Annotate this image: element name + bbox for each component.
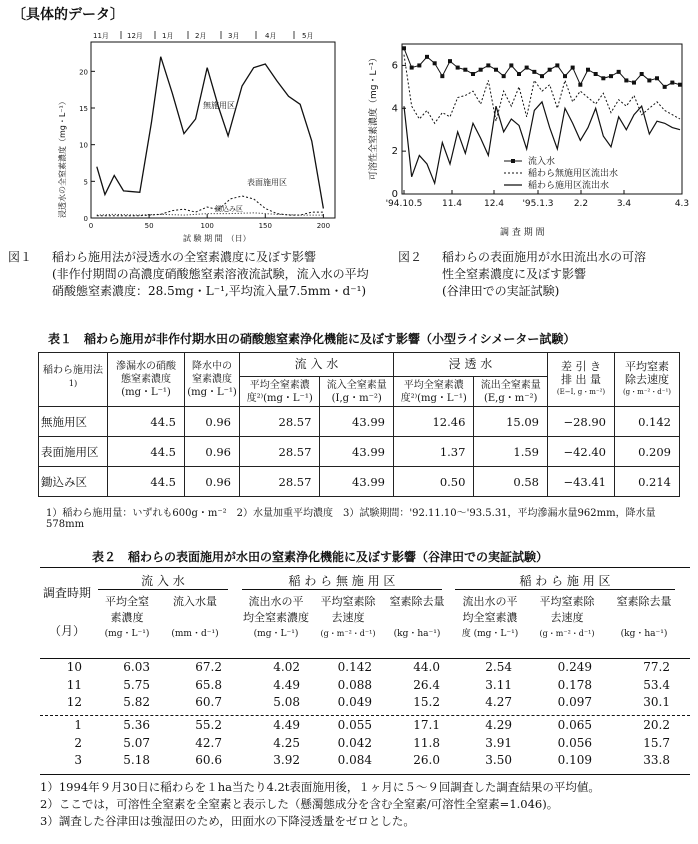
t2-row-month: 10: [66, 660, 82, 674]
table2-rule-top: [40, 567, 690, 568]
fig2-inflow-marker: [417, 63, 421, 67]
table1-title: [48, 330, 688, 347]
fig2-inflow-marker: [609, 74, 613, 78]
fig1-caption-no: 図１: [8, 250, 33, 264]
t1-cell: 43.99: [320, 467, 394, 497]
t1-h-in-load: 流入全窒素量: [326, 379, 387, 391]
t1-cell: 0.96: [185, 437, 240, 467]
fig2-caption-no: 図２: [398, 250, 423, 264]
fig2-caption-line: 稲わらの表面施用が水田流出水の可溶: [442, 250, 647, 264]
fig2-inflow-marker: [563, 74, 567, 78]
fig2-series-inflow: [404, 48, 680, 87]
t2-cell: 0.065: [557, 718, 592, 732]
t2-g-inflow: 流 入 水: [141, 574, 185, 588]
t2-cell: 60.7: [195, 695, 222, 709]
t2-h-out-conc: 流出水の平 均全窒素濃度 (mg・L⁻¹): [243, 595, 309, 639]
t1-row: [39, 407, 680, 437]
fig1-month-label: 12月: [127, 32, 143, 40]
t1-h-diff-unit: (E−I, g・m⁻²): [556, 388, 606, 396]
t2-cell: 0.249: [557, 660, 592, 674]
t1-cell: 43.99: [320, 437, 394, 467]
fig2-ytick-label: 4: [391, 103, 398, 115]
fig1-caption-line: 硝酸態窒素濃度：28.5mg・L⁻¹,平均流入量7.5mm・d⁻¹): [52, 284, 367, 298]
t2-cell: 42.7: [195, 736, 222, 750]
t2-cell: 65.8: [195, 678, 222, 692]
table1-note: 1）稲わら施用量：いずれも600g・m⁻² 2）水量加重平均濃度 3）試験期間：'92.11.10～'93.5.31，平均滲漏水量962mm，降水量578mm: [46, 508, 656, 530]
fig2-inflow-marker: [578, 83, 582, 87]
t1-h-out-load: (E,g・m⁻²): [483, 392, 538, 404]
t2-cell: 5.82: [123, 695, 150, 709]
t2-row-month: 1: [74, 718, 82, 732]
fig2-inflow-marker: [532, 70, 536, 74]
t2-cell: 5.36: [123, 718, 150, 732]
fig2-inflow-marker: [471, 72, 475, 76]
fig2-xtick-label: 12.4: [483, 199, 505, 209]
fig2-inflow-marker: [494, 68, 498, 72]
t2-cell: 15.2: [413, 695, 440, 709]
t1-h-rain: 降水中の: [192, 361, 232, 372]
t2-row-month: 12: [66, 695, 82, 709]
fig2-inflow-marker: [555, 63, 559, 67]
t1-h-seep-no3: (mg・L⁻¹): [121, 387, 171, 398]
fig1-caption: [8, 249, 388, 300]
t2-cell: 0.055: [337, 718, 372, 732]
fig2-xtick-label: '94.10.5: [385, 199, 423, 209]
t2-cell: 5.75: [123, 678, 150, 692]
fig2-inflow-marker: [632, 81, 636, 85]
fig2-inflow-marker: [647, 78, 651, 82]
t1-cell: 0.209: [615, 437, 680, 467]
t2-h-in-conc: 平均全窒 素濃度 (mg・L⁻¹): [104, 595, 150, 639]
t2-cell: 0.097: [557, 695, 592, 709]
t1-h-out-conc: 平均全窒素濃: [403, 379, 464, 391]
t2-h-rate2: 平均窒素除 去速度 (g・m⁻²・d⁻¹): [539, 595, 595, 638]
t2-cell: 15.7: [643, 736, 670, 750]
t2-cell: 5.08: [273, 695, 300, 709]
t1-h-method-sup: 1): [68, 378, 78, 389]
fig2-legend-inflow: 流入水: [528, 157, 556, 167]
fig2-xtick-label: 3.4: [616, 199, 632, 209]
t2-row-month: 11: [66, 678, 82, 692]
t2-cell: 3.92: [273, 753, 300, 767]
t1-cell: 0.96: [185, 467, 240, 497]
t2-cell: 4.49: [273, 718, 300, 732]
t1-cell: 44.5: [108, 467, 185, 497]
fig2-ytick-label: 6: [391, 60, 398, 72]
fig1-caption-line: 稲わら施用法が浸透水の全窒素濃度に及ぼす影響: [52, 250, 317, 264]
t2-cell: 0.042: [337, 736, 372, 750]
t2-g-applied: 稲 わ ら 施 用 区: [519, 574, 611, 588]
fig1-ytick-label: 10: [79, 141, 88, 150]
fig1-label-none: 無施用区: [203, 101, 235, 110]
fig1-series-surface: [97, 196, 324, 216]
t1-h-rain: 窒素濃度: [192, 374, 232, 385]
fig2-inflow-marker: [525, 66, 529, 70]
fig2-inflow-marker: [540, 74, 544, 78]
fig2-inflow-marker: [655, 76, 659, 80]
fig2-inflow-marker: [425, 55, 429, 59]
fig2-inflow-marker: [456, 66, 460, 70]
fig1-month-label: 3月: [228, 32, 240, 40]
t2-cell: 3.91: [485, 736, 512, 750]
fig2-inflow-marker: [624, 78, 628, 82]
fig1-xtick-label: 150: [258, 222, 272, 230]
t1-cell: −43.41: [548, 467, 615, 497]
fig2-xtick-label: 4.3: [674, 199, 690, 209]
t1-cell: 0.58: [474, 467, 548, 497]
t1-cell: 12.46: [393, 407, 473, 437]
fig1-xtick-label: 50: [144, 222, 154, 230]
t1-h-diff: 差 引 き: [561, 360, 601, 373]
t2-cell: 77.2: [643, 660, 670, 674]
t2-cell: 67.2: [195, 660, 222, 674]
table2-notes: [40, 779, 695, 830]
table2-title: [92, 548, 692, 565]
t1-row-method: 無施用区: [39, 407, 108, 437]
fig2-legend: [504, 155, 618, 191]
fig1-ytick-label: 15: [79, 105, 88, 113]
table1-title-text: 稲わら施用が非作付期水田の硝酸態窒素浄化機能に及ぼす影響（小型ライシメーター試験）: [84, 332, 576, 346]
fig1-ytick-label: 20: [79, 68, 88, 77]
t2-cell: 4.02: [273, 660, 300, 674]
t2-cell: 0.049: [337, 695, 372, 709]
fig2-inflow-marker: [509, 63, 513, 67]
fig2-caption-line: (谷津田での実証試験): [442, 284, 560, 298]
fig2-inflow-marker: [479, 68, 483, 72]
t2-h-period: [42, 572, 92, 640]
fig2-ylabel: 可溶性全窒素濃度（mg・L⁻¹）: [369, 53, 379, 180]
fig2-inflow-marker: [640, 72, 644, 76]
fig1-label-surface: 表面施用区: [247, 178, 287, 187]
fig2-inflow-marker: [410, 66, 414, 70]
t2-cell: 26.0: [413, 753, 440, 767]
t2-cell: 11.8: [413, 736, 440, 750]
t1-h-in-load: (I,g・m⁻²): [331, 392, 382, 404]
table2-rule-head: [40, 658, 690, 659]
t1-row-method: 鋤込み区: [39, 467, 108, 497]
section-header: 〔具体的データ〕: [12, 7, 124, 23]
t1-cell: −42.40: [548, 437, 615, 467]
t1-h-method: 稲わら施用法: [43, 365, 103, 377]
table1-no: 表１: [48, 332, 73, 346]
t2-cell: 2.54: [485, 660, 512, 674]
table2-title-text: 稲わらの表面施用が水田の窒素浄化機能に及ぼす影響（谷津田での実証試験）: [128, 550, 549, 564]
t1-h-rate-unit: (g・m⁻²・d⁻¹): [622, 388, 672, 396]
fig1-month-label: 1月: [162, 32, 174, 40]
fig2-ytick-label: 0: [391, 189, 398, 200]
fig2-inflow-marker: [571, 66, 575, 70]
t1-cell: 28.57: [240, 407, 320, 437]
t2-cell: 0.109: [557, 753, 592, 767]
t1-cell: 43.99: [320, 407, 394, 437]
t2-cell: 0.142: [337, 660, 372, 674]
t1-h-inflow: 流 入 水: [240, 353, 394, 377]
fig1-series-mixed: [97, 213, 324, 215]
fig2-inflow-marker: [594, 72, 598, 76]
fig2-inflow-marker: [548, 68, 552, 72]
table1: [38, 352, 680, 497]
fig1-xlabel: 試 験 期 間 （日）: [183, 234, 251, 243]
fig2-inflow-marker: [440, 74, 444, 78]
t2-h-amount2: 窒素除去量 (kg・ha⁻¹): [616, 595, 672, 639]
t2-h-period-text: 調査時期: [42, 586, 91, 600]
fig2-inflow-marker: [663, 85, 667, 89]
t2-h-in-vol: 流入水量 (mm・d⁻¹): [171, 595, 219, 639]
t1-h-rain: (mg・L⁻¹): [187, 387, 237, 398]
t2-cell: 30.1: [643, 695, 670, 709]
t2-cell: 26.4: [413, 678, 440, 692]
fig1-xtick-label: 100: [200, 222, 214, 230]
fig1-series-none: [97, 57, 324, 209]
table2-rule-bottom: [40, 774, 690, 775]
fig2-caption: [398, 249, 693, 300]
t1-cell: 0.214: [615, 467, 680, 497]
fig2-inflow-marker: [448, 59, 452, 63]
fig1-month-label: 11月: [93, 32, 109, 40]
t2-cell: 17.1: [413, 718, 440, 732]
fig2-ytick-label: 2: [391, 146, 398, 158]
t2-g-rule: [242, 589, 442, 590]
t2-cell: 4.49: [273, 678, 300, 692]
t2-cell: 5.18: [123, 753, 150, 767]
fig2-legend-applied: 稲わら施用区流出水: [528, 181, 610, 191]
t1-h-out-conc: 度²⁾(mg・L⁻¹): [400, 392, 467, 404]
fig1-chart: [55, 28, 345, 248]
t2-cell: 60.6: [195, 753, 222, 767]
t1-h-rate: 除去速度: [625, 373, 669, 386]
fig2-inflow-marker: [433, 61, 437, 65]
fig2-xlabel: 調 査 期 間: [500, 228, 545, 238]
t2-cell: 3.11: [485, 678, 512, 692]
fig2-inflow-marker: [670, 81, 674, 85]
t2-g-rule: [455, 589, 675, 590]
t1-h-in-conc: 平均全窒素濃: [249, 379, 310, 391]
fig1-ytick-label: 0: [83, 215, 88, 223]
fig1-xtick-label: 200: [316, 222, 331, 230]
t2-h-rate: 平均窒素除 去速度 (g・m⁻²・d⁻¹): [320, 595, 376, 638]
fig2-inflow-marker: [502, 74, 506, 78]
t2-row-month: 3: [74, 753, 82, 767]
fig2-inflow-marker: [463, 68, 467, 72]
fig2-chart: [362, 30, 692, 245]
t2-h-out-conc2: 流出水の平 均全窒素濃 度 (mg・L⁻¹): [461, 595, 519, 639]
t1-cell: 28.57: [240, 467, 320, 497]
t2-cell: 53.4: [643, 678, 670, 692]
table2-rule-dashed: [40, 715, 690, 716]
fig2-legend-none: 稲わら無施用区流出水: [528, 169, 619, 179]
fig2-inflow-marker: [586, 68, 590, 72]
fig1-label-mixed: 鋤込み区: [215, 205, 243, 213]
t1-cell: 44.5: [108, 437, 185, 467]
t2-note: 3）調査した谷津田は強湿田のため，田面水の下降浸透量をゼロとした。: [40, 814, 415, 828]
fig2-inflow-marker: [678, 83, 682, 87]
t2-cell: 6.03: [123, 660, 150, 674]
t1-h-rate: 平均窒素: [625, 360, 669, 373]
t2-note: 2）ここでは，可溶性全窒素を全窒素と表示した（懸濁態成分を含む全窒素/可溶性全窒素=1.046)。: [40, 797, 559, 811]
t1-row: [39, 437, 680, 467]
t2-cell: 0.056: [557, 736, 592, 750]
t1-row-method: 表面施用区: [39, 437, 108, 467]
t2-row-month: 2: [74, 736, 82, 750]
fig2-inflow-marker: [601, 76, 605, 80]
t2-h-month: （月）: [48, 624, 85, 638]
t1-h-in-conc: 度²⁾(mg・L⁻¹): [246, 392, 313, 404]
t2-cell: 0.088: [337, 678, 372, 692]
fig1-month-label: 5月: [302, 32, 314, 40]
t1-cell: 0.142: [615, 407, 680, 437]
t2-cell: 4.27: [485, 695, 512, 709]
t1-cell: 1.37: [393, 437, 473, 467]
fig2-caption-line: 性全窒素濃度に及ぼす影響: [442, 267, 587, 281]
t1-h-seep-no3: 滲漏水の硝酸: [116, 361, 176, 372]
fig2-inflow-marker: [402, 46, 406, 50]
t1-h-diff: 排 出 量: [561, 373, 601, 386]
fig2-xtick-label: 11.4: [441, 199, 463, 209]
fig1-xtick-label: 0: [88, 222, 94, 230]
t2-cell: 0.084: [337, 753, 372, 767]
t2-cell: 0.178: [557, 678, 592, 692]
table2-no: 表２: [92, 550, 117, 564]
t2-cell: 55.2: [195, 718, 222, 732]
t2-g-rule: [98, 589, 228, 590]
t1-row: [39, 467, 680, 497]
fig2-xtick-label: '95.1.3: [522, 199, 554, 209]
t2-cell: 44.0: [413, 660, 440, 674]
t2-cell: 4.25: [273, 736, 300, 750]
t2-cell: 5.07: [123, 736, 150, 750]
t1-cell: 15.09: [474, 407, 548, 437]
fig1-month-label: 4月: [265, 32, 277, 40]
t2-h-amount: 窒素除去量 (kg・ha⁻¹): [389, 595, 445, 639]
t1-cell: 0.96: [185, 407, 240, 437]
t1-h-seep: 浸 透 水: [393, 353, 547, 377]
fig1-ylabel: 浸透水の全窒素濃度（mg・L⁻¹）: [58, 97, 67, 218]
fig2-series-none: [404, 55, 680, 124]
t1-cell: 44.5: [108, 407, 185, 437]
t1-h-out-load: 流出全窒素量: [480, 379, 541, 391]
t1-cell: 1.59: [474, 437, 548, 467]
fig2-inflow-marker: [486, 63, 490, 67]
fig2-xtick-label: 2.2: [573, 199, 589, 209]
t1-h-seep-no3: 態窒素濃度: [121, 374, 171, 385]
t1-cell: 0.50: [393, 467, 473, 497]
t2-cell: 20.2: [643, 718, 670, 732]
t2-cell: 33.8: [643, 753, 670, 767]
t2-cell: 4.29: [485, 718, 512, 732]
fig1-caption-line: (非作付期間の高濃度硝酸態窒素溶液流試験，流入水の平均: [52, 267, 369, 281]
fig2-inflow-marker: [617, 70, 621, 74]
t2-cell: 3.50: [485, 753, 512, 767]
t1-cell: −28.90: [548, 407, 615, 437]
fig1-ytick-label: 5: [83, 178, 88, 187]
fig2-inflow-marker: [517, 72, 521, 76]
t1-cell: 28.57: [240, 437, 320, 467]
t2-note: 1）1994年９月30日に稲わらを１ha当たり4.2t表面施用後，１ヶ月に５～９回調査した調査結果の平均値。: [40, 780, 600, 794]
t2-g-none: 稲 わ ら 無 施 用 区: [288, 574, 396, 588]
fig1-month-label: 2月: [195, 32, 207, 40]
